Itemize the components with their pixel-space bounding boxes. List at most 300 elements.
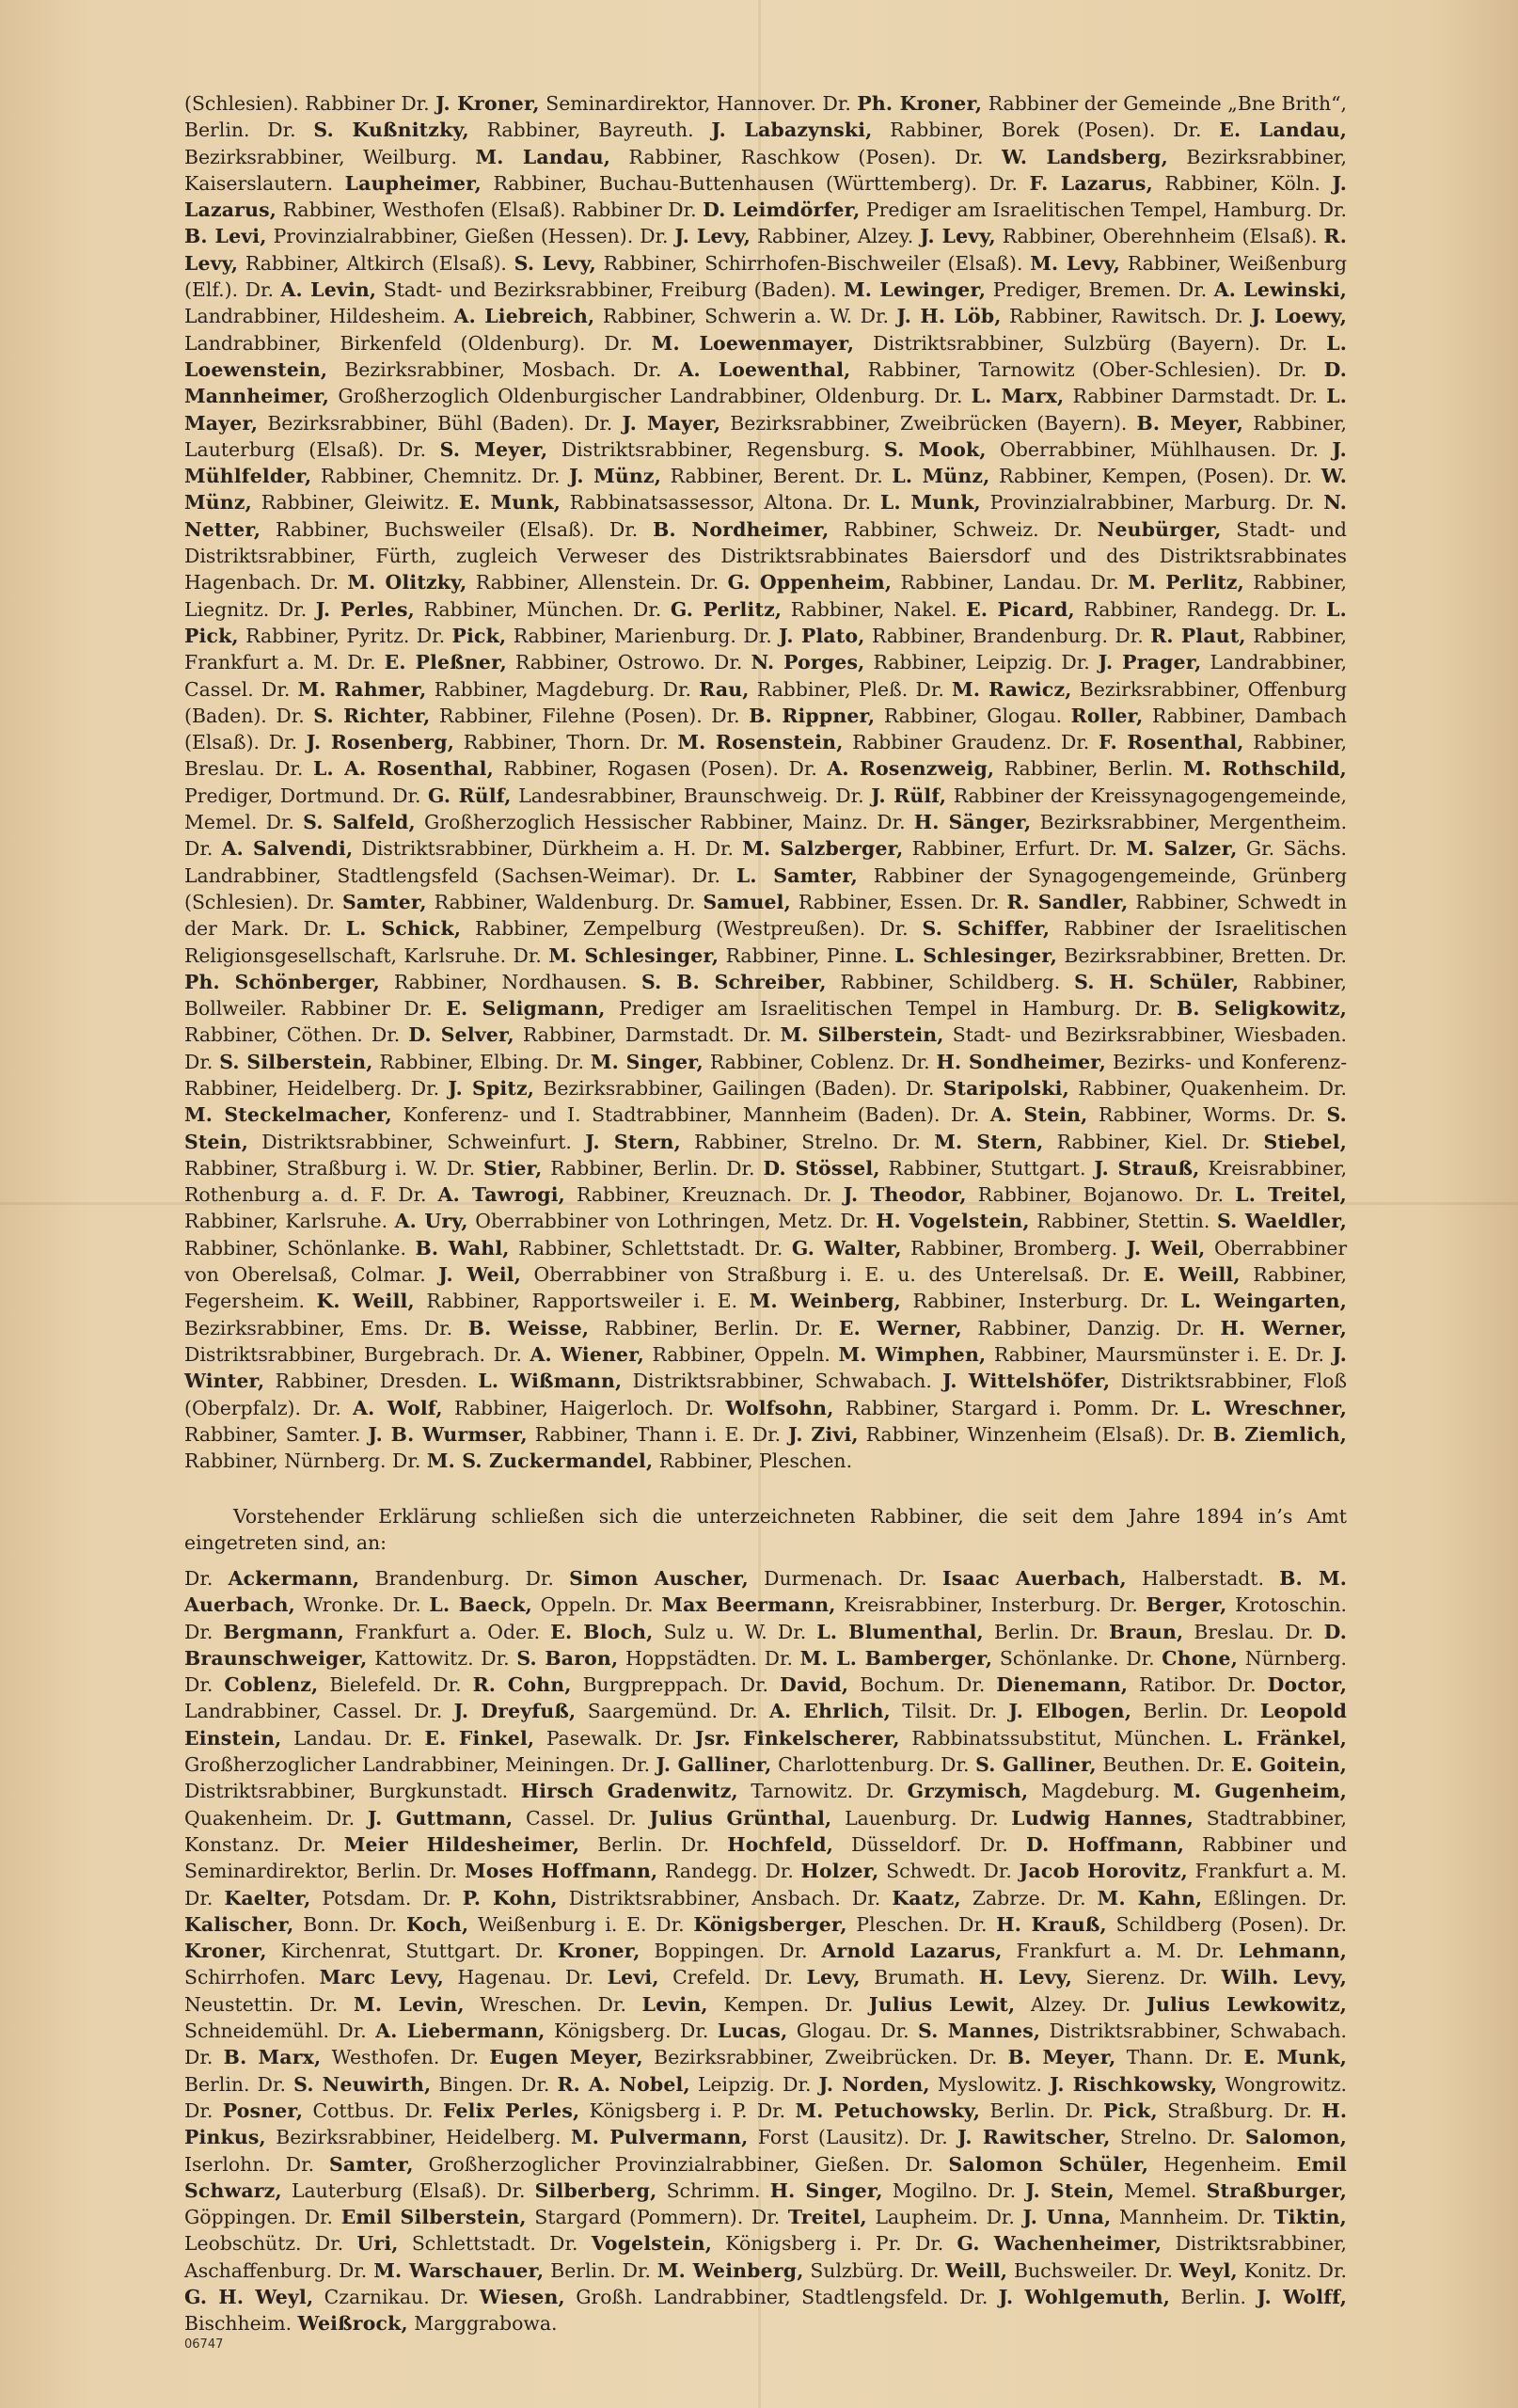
list-text: Dr.	[184, 1050, 213, 1073]
list-text: Schildberg (Posen).	[1115, 1912, 1310, 1936]
list-text: Dr.	[428, 1860, 458, 1883]
rabbi-name: Kaelter,	[224, 1886, 311, 1909]
list-text: Bezirksrabbiner, Ems.	[184, 1316, 409, 1339]
list-text: Seminardirektor, Hannover.	[546, 92, 816, 115]
list-text: Lauterburg (Elsaß).	[291, 2178, 487, 2202]
list-text: Dr.	[795, 1316, 824, 1339]
list-text: Distriktsrabbiner, Schwabach.	[632, 1370, 932, 1393]
rabbi-name: A. Tawrogi,	[437, 1183, 565, 1207]
rabbi-name: J. Rischkowsky,	[1050, 2072, 1218, 2096]
rabbi-name: D. Braunschweiger,	[184, 1620, 1348, 1670]
list-text: Rabbiner, Oppeln.	[652, 1342, 830, 1366]
list-text: Bezirksrabbiner, Zweibrücken.	[654, 2046, 958, 2069]
list-text: Wongrowitz.	[1225, 2072, 1347, 2096]
list-text: Rabbiner, Köln.	[1164, 171, 1320, 195]
list-text: Dr.	[497, 2178, 526, 2202]
rabbi-name: M. Rothschild,	[1183, 757, 1347, 781]
rabbi-name: David,	[780, 1673, 849, 1697]
list-text: Rabbiner, Kempen, (Posen).	[999, 465, 1275, 488]
rabbi-name: Julius Lewit,	[868, 1992, 1016, 2016]
rabbi-name: L. Loewenstein,	[184, 331, 1348, 381]
rabbi-name: D. Mannheimer,	[184, 357, 1348, 408]
list-text: Dr.	[440, 2286, 469, 2309]
list-text: Dr.	[306, 890, 336, 913]
list-text: Dr.	[1318, 1076, 1347, 1100]
list-text: Rabbiner, Stettin.	[1036, 1210, 1210, 1233]
list-text: Hagenau.	[457, 1966, 552, 1989]
rabbi-name: Samter,	[342, 890, 427, 913]
rabbi-name: G. Rülf,	[428, 784, 512, 807]
list-text: Dr.	[368, 1912, 398, 1936]
rabbi-name: M. Petuchowsky,	[795, 2099, 981, 2122]
list-text: Buchsweiler.	[1014, 2258, 1138, 2282]
list-text: Dr.	[1318, 943, 1348, 967]
list-text: Rabbiner, Schönlanke.	[184, 1236, 406, 1259]
rabbi-name: M. Pulvermann,	[570, 2126, 749, 2149]
list-text: Rabbiner, Weißenburg (Elf.).	[184, 251, 1348, 302]
list-text: Dr.	[751, 1422, 782, 1446]
list-text: Bingen.	[438, 2072, 514, 2096]
list-text: Dr.	[1283, 2099, 1313, 2122]
list-text: Dr.	[1289, 597, 1318, 621]
rabbi-name: J. Zivi,	[788, 1422, 859, 1446]
list-text: Dr.	[743, 624, 772, 647]
rabbi-name: H. Sondheimer,	[936, 1050, 1107, 1073]
list-text: Rabbiner, Insterburg.	[912, 1290, 1129, 1313]
list-text: Dr.	[338, 2020, 367, 2043]
rabbi-name: Ph. Kroner,	[857, 92, 983, 115]
list-text: Dr.	[756, 2099, 786, 2122]
list-text: Rabbiner, Worms.	[1098, 1103, 1277, 1127]
list-text: Dr.	[325, 1806, 356, 1830]
rabbi-name: R. A. Nobel,	[557, 2072, 690, 2096]
list-text: Distriktsrabbiner, Aschaffenburg.	[184, 2232, 1347, 2282]
list-text: Schönlanke.	[999, 1646, 1119, 1670]
rabbi-name: G. Wachenheimer,	[957, 2232, 1162, 2256]
list-text: Dr.	[1178, 278, 1208, 302]
rabbi-name: S. Meyer,	[439, 437, 548, 461]
rabbi-name: Vogelstein,	[591, 2232, 713, 2256]
list-text: Rabbiner, Strelno.	[694, 1130, 879, 1153]
list-text: Rabbiner, Pinne.	[725, 943, 888, 967]
list-text: Dr.	[764, 1966, 794, 1989]
rabbi-name: Levi,	[607, 1966, 659, 1989]
list-text: Dr.	[309, 1992, 339, 2016]
rabbi-name: Stiebel,	[1263, 1130, 1348, 1153]
list-text: Dr.	[1194, 1183, 1225, 1207]
list-text: Landrabbiner, Cassel.	[184, 651, 1348, 701]
list-text: Iserlohn.	[184, 2152, 271, 2176]
rabbi-name: J. Galliner,	[656, 1753, 772, 1777]
list-text: Rabbiner, Darmstadt.	[522, 1023, 735, 1047]
rabbi-name: Salomon,	[1245, 2126, 1347, 2149]
list-text: Dr.	[555, 1050, 585, 1073]
list-text: Prediger am Israelitischen Tempel in Hamburg.	[619, 997, 1121, 1021]
rabbi-name: Hochfeld,	[727, 1832, 834, 1856]
list-text: Schrimm.	[666, 2178, 761, 2202]
list-text: Rabbiner, Liegnitz.	[184, 571, 1348, 621]
list-text: Dr.	[656, 1912, 685, 1936]
list-text: Dr.	[941, 1753, 970, 1777]
list-text: Distriktsrabbiner, Burgebrach.	[184, 1342, 486, 1366]
list-text: Dr.	[951, 1103, 980, 1127]
list-text: Rabbiner und Seminardirektor, Berlin.	[184, 1832, 1348, 1883]
list-text: Bezirksrabbiner, Mosbach.	[344, 357, 616, 381]
list-text: Dr.	[1287, 1103, 1316, 1127]
list-text: Oberrabbiner von Lothringen, Metz.	[475, 1210, 833, 1233]
rabbi-name: E. Pleßner,	[384, 651, 507, 674]
list-text: Dr.	[685, 1396, 715, 1419]
list-text: Stadt- und Bezirksrabbiner, Wiesbaden.	[952, 1023, 1348, 1047]
list-text: Dr.	[1090, 571, 1119, 594]
list-text: Konitz.	[1243, 2258, 1312, 2282]
list-text: Bezirksrabbiner, Weilburg.	[184, 145, 457, 168]
list-text: Düsseldorf.	[851, 1832, 962, 1856]
list-text: Rabbiner, Schildberg.	[840, 970, 1061, 993]
rabbi-name: Stier,	[482, 1156, 543, 1180]
rabbi-name: R. Plaut,	[1150, 624, 1246, 647]
list-text: Saargemünd.	[587, 1700, 718, 1723]
list-text: Dr.	[915, 677, 944, 701]
rabbi-name: Marc Levy,	[319, 1966, 444, 1989]
rabbi-name: D. Stössel,	[763, 1156, 880, 1180]
list-text: Dr.	[788, 757, 817, 781]
list-text: Dr.	[625, 1593, 654, 1617]
list-text: Rabbiner, Cöthen.	[184, 1023, 363, 1047]
list-text: Dr.	[979, 1832, 1008, 1856]
list-text: Dr.	[285, 2152, 315, 2176]
list-text: Rabbiner, München.	[423, 597, 625, 621]
list-text: Dr.	[910, 2258, 940, 2282]
list-text: Dr.	[404, 2099, 434, 2122]
list-text: Prediger, Dortmund.	[184, 784, 386, 807]
list-text: Dr.	[955, 145, 984, 168]
list-text: Rabbiner Dr.	[300, 997, 433, 1021]
rabbi-name: Julius Lewkowitz,	[1146, 1992, 1348, 2016]
list-text: Dr.	[433, 1673, 462, 1697]
list-text: Frankfurt a. Oder.	[355, 1620, 541, 1643]
list-text: Dr.	[764, 1646, 793, 1670]
rabbi-name: R. Cohn,	[472, 1673, 572, 1697]
rabbi-name: J. Prager,	[1098, 651, 1202, 674]
list-text: Dr.	[779, 1940, 808, 1963]
list-text: Dr.	[680, 1832, 710, 1856]
rabbi-name: Jsr. Finkelscherer,	[694, 1726, 900, 1750]
list-text: Schirrhofen.	[184, 1966, 307, 1989]
list-text: Distriktsrabbiner, Burgkunstadt.	[184, 1780, 509, 1803]
rabbi-name: H. Krauß,	[996, 1912, 1107, 1936]
list-text: Dr.	[1318, 2258, 1347, 2282]
list-text: Rabbiner, Altkirch (Elsaß).	[245, 251, 507, 275]
rabbi-name: Levin,	[641, 1992, 708, 2016]
list-text: Rabbiner, Elbing.	[379, 1050, 549, 1073]
list-text: Rabbiner, Berent.	[670, 465, 846, 488]
rabbi-name: Lucas,	[717, 2020, 788, 2043]
rabbi-name: L. Weingarten,	[1180, 1290, 1347, 1313]
rabbi-name: Moses Hoffmann,	[464, 1860, 658, 1883]
list-text: Dr.	[803, 1183, 832, 1207]
list-text: Dr.	[184, 1886, 213, 1909]
list-text: Dr.	[277, 597, 308, 621]
list-text: Rabbiner, Glogau.	[883, 704, 1063, 727]
rabbi-name: Ludwig Hannes,	[1011, 1806, 1194, 1830]
list-text: Dr.	[423, 1316, 453, 1339]
list-text: Distriktsrabbiner, Floß (Oberpfalz).	[184, 1370, 1348, 1419]
rabbi-name: L. Mayer,	[184, 385, 1348, 435]
rabbi-name: B. Seligkowitz,	[1177, 997, 1347, 1021]
list-text: Dr.	[338, 2258, 368, 2282]
rabbi-name: E. Finkel,	[424, 1726, 535, 1750]
list-text: Dr.	[1318, 1886, 1348, 1909]
rabbi-name: J. Plato,	[779, 624, 865, 647]
rabbi-name: J. Wittelshöfer,	[942, 1370, 1111, 1393]
rabbi-name: S. Schiffer,	[922, 917, 1051, 941]
list-text: Dr.	[297, 1832, 326, 1856]
list-text: Rabbiner, Lauterburg (Elsaß).	[184, 411, 1348, 461]
rabbi-name: S. B. Schreiber,	[640, 970, 827, 993]
list-text: Großh. Landrabbiner, Stadtlengsfeld.	[576, 2286, 949, 2309]
rabbi-name: J. Perles,	[315, 597, 415, 621]
list-text: Dr.	[268, 731, 298, 754]
list-text: Rabbiner, Schirrhofen-Bischweiler (Elsaß).	[603, 251, 1023, 275]
list-text: Rabbiner, Stuttgart.	[888, 1156, 1086, 1180]
rabbi-name: J. Labazynski,	[711, 119, 873, 142]
list-text: Berlin.	[550, 2258, 616, 2282]
list-text: Rabbiner, Chemnitz.	[320, 465, 523, 488]
list-text: Rabbiner, Berlin.	[604, 1316, 780, 1339]
rabbi-name: Weyl,	[1178, 2258, 1238, 2282]
rabbi-name: L. Schick,	[345, 917, 462, 941]
list-text: Rabbiner der Israelitischen Religionsgesellschaft, Karlsruhe.	[184, 917, 1348, 967]
list-text: Dr.	[777, 1620, 807, 1643]
list-text: Dr.	[184, 1673, 213, 1697]
rabbi-name: Eugen Meyer,	[489, 2046, 643, 2069]
list-text: Laupheim.	[875, 2206, 978, 2229]
rabbi-name: S. Silberstein,	[219, 1050, 373, 1073]
rabbi-name: A. Ury,	[394, 1210, 468, 1233]
rabbi-name: L. Samter,	[735, 863, 858, 887]
rabbi-name: Jacob Horovitz,	[1019, 1860, 1188, 1883]
list-text: Provinzialrabbiner, Gießen (Hessen).	[273, 225, 634, 248]
list-text: Stargard (Pommern).	[534, 2206, 744, 2229]
rabbi-name: Wiesen,	[479, 2286, 565, 2309]
rabbi-name: J. B. Wurmser,	[368, 1422, 528, 1446]
rabbi-name: Emil Schwarz,	[184, 2152, 1347, 2202]
rabbi-name: Hirsch Gradenwitz,	[520, 1780, 738, 1803]
rabbi-name: L. Wißmann,	[478, 1370, 623, 1393]
list-text: Dr.	[184, 1620, 213, 1643]
list-text: Rabbiner Dr.	[572, 198, 697, 222]
list-text: Rabbiner, Schlettstadt.	[518, 1236, 746, 1259]
list-text: Rabbiner, Dambach (Elsaß).	[184, 704, 1347, 754]
list-text: Stadtrabbiner, Konstanz.	[184, 1806, 1348, 1856]
list-text: Kempen.	[723, 1992, 810, 2016]
list-text: Dr.	[958, 1912, 988, 1936]
list-text: Dr.	[919, 2126, 948, 2149]
list-text: Rabbiner, Rogasen (Posen).	[503, 757, 779, 781]
list-text: Cottbus.	[312, 2099, 395, 2122]
rabbi-name: A. Salvendi,	[221, 837, 354, 861]
rabbi-name: B. Meyer,	[1007, 2046, 1116, 2069]
rabbi-name: Weill,	[945, 2258, 1008, 2282]
list-text: Dr.	[564, 1966, 594, 1989]
list-text: Myslowitz.	[937, 2072, 1042, 2096]
list-text: Großherzoglich Hessischer Rabbiner, Mainz.	[424, 811, 869, 834]
rabbi-name: L. Treitel,	[1235, 1183, 1347, 1207]
rabbi-name: J. Stein,	[1025, 2178, 1115, 2202]
rabbi-name: H. Vogelstein,	[876, 1210, 1030, 1233]
list-text: Dr.	[667, 890, 696, 913]
rabbi-name: E. Goitein,	[1231, 1753, 1348, 1777]
list-text: Dr.	[604, 331, 633, 355]
list-text: Rabbiner, Kiel.	[1056, 1130, 1209, 1153]
rabbi-name: B. Meyer,	[1136, 411, 1244, 435]
list-text: Pasewalk.	[546, 1726, 643, 1750]
list-text: Dr.	[691, 863, 721, 887]
list-text: Cassel.	[526, 1806, 595, 1830]
list-text: Distriktsrabbiner, Dürkheim a. H.	[361, 837, 697, 861]
list-text: Rabbiner, Rapportsweiler i. E.	[426, 1290, 738, 1313]
list-text: Charlottenburg.	[778, 1753, 935, 1777]
rabbi-name: G. Walter,	[791, 1236, 902, 1259]
list-text: Dr.	[481, 1646, 510, 1670]
list-text: Distriktsrabbiner, Regensburg.	[561, 437, 871, 461]
list-text: Dr.	[513, 943, 542, 967]
list-text: Stadt- und Bezirksrabbiner, Freiburg (Baden).	[383, 278, 837, 302]
rabbi-name: E. Werner,	[838, 1316, 962, 1339]
rabbi-name: J. Mühlfelder,	[184, 437, 1347, 488]
list-text: Dr.	[303, 917, 332, 941]
rabbi-name: E. Munk,	[458, 491, 561, 515]
rabbi-name: Neubürger,	[1097, 517, 1222, 541]
rabbi-name: W. Münz,	[184, 465, 1348, 515]
rabbi-name: L. Marx,	[971, 385, 1065, 408]
list-text: Großherzoglich Oldenburgischer Landrabbiner, Oldenburg.	[338, 385, 925, 408]
rabbi-name: G. Oppenheim,	[727, 571, 893, 594]
list-text: Landau.	[293, 1726, 372, 1750]
list-text: Rabbiner, Bollweiler.	[184, 970, 1348, 1021]
list-text: Dr.	[860, 305, 889, 328]
list-text: Dr.	[880, 2020, 909, 2043]
list-text: Rabbiner, Erfurt.	[911, 837, 1081, 861]
document-code: 06747	[184, 2337, 224, 2352]
list-text: Dr.	[257, 2072, 286, 2096]
list-text: Dr.	[1227, 1673, 1257, 1697]
preamble-paragraph: Vorstehender Erklärung schließen sich die unterzeichneten Rabbiner, die seit dem Jahre 1894 in’s Amt eingetreten sind, an:	[184, 1505, 1347, 1555]
list-text: Dr.	[1318, 1912, 1348, 1936]
list-text: Wronke.	[303, 1593, 385, 1617]
list-text: Dr.	[1061, 651, 1090, 674]
list-text: Hoppstädten.	[625, 1646, 757, 1670]
list-text: Dr.	[987, 2178, 1017, 2202]
list-text: Dr.	[1204, 2046, 1234, 2069]
list-text: Dr.	[632, 597, 662, 621]
rabbi-name: M. Landau,	[475, 145, 611, 168]
list-text: Quakenheim.	[184, 1806, 314, 1830]
rabbi-name: Kroner,	[184, 1940, 267, 1963]
list-text: Dr.	[416, 624, 446, 647]
rabbi-name: Coblenz,	[224, 1673, 319, 1697]
rabbi-name: L. Münz,	[892, 465, 990, 488]
list-text: Berlin.	[989, 2099, 1055, 2122]
rabbi-name: Kroner,	[557, 1940, 640, 1963]
list-text: Czarnikau.	[324, 2286, 430, 2309]
rabbi-name: Levy,	[806, 1966, 861, 1989]
list-text: Dr.	[877, 811, 906, 834]
list-text: Dr.	[988, 171, 1018, 195]
list-text: Dr.	[662, 677, 691, 701]
list-text: Dr.	[184, 837, 213, 861]
list-text: Dr.	[398, 1183, 427, 1207]
rabbi-name: M. Levin,	[354, 1992, 465, 2016]
rabbi-name: Dienemann,	[996, 1673, 1129, 1697]
list-text: Dr.	[640, 731, 669, 754]
list-text: Dr.	[783, 2072, 812, 2096]
list-text: Dr.	[970, 1806, 999, 1830]
rabbi-name: D. Hoffmann,	[1025, 1832, 1185, 1856]
rabbi-name: Wolfsohn,	[725, 1396, 834, 1419]
list-text: Dr.	[1289, 385, 1318, 408]
list-text: Dr.	[1278, 357, 1307, 381]
list-text: Dr.	[986, 2206, 1015, 2229]
list-text: Randegg.	[664, 1860, 758, 1883]
rabbi-name: R. Sandler,	[1006, 890, 1129, 913]
list-text: Rabbiner, Gleiwitz.	[261, 491, 451, 515]
list-text: Rabbiner Graudenz.	[852, 731, 1052, 754]
rabbi-name: Bergmann,	[223, 1620, 345, 1643]
list-text: Landesrabbiner, Braunschweig.	[518, 784, 829, 807]
list-text: Rabbinatsassessor, Altona.	[569, 491, 833, 515]
list-text: Gr. Sächs. Landrabbiner, Stadtlengsfeld (Sachsen-Weimar).	[184, 837, 1347, 887]
list-text: Rabbiner, Buchsweiler (Elsaß).	[276, 517, 595, 541]
list-text: Potsdam.	[322, 1886, 412, 1909]
list-text: Dr.	[1150, 1396, 1179, 1419]
rabbi-name: H. Singer,	[769, 2178, 883, 2202]
rabbi-name: H. Sänger,	[913, 811, 1032, 834]
rabbi-name: Ackermann,	[228, 1567, 360, 1590]
rabbi-name: Leopold Einstein,	[184, 1700, 1348, 1750]
list-text: Dr.	[261, 677, 291, 701]
list-text: Dr.	[898, 1567, 927, 1590]
list-text: Dr.	[854, 465, 883, 488]
list-text: Dr.	[371, 1023, 401, 1047]
list-text: Beuthen.	[1102, 1753, 1191, 1777]
list-text: Landrabbiner, Hildesheim.	[184, 305, 447, 328]
list-text: Rabbiner, Borek (Posen).	[890, 119, 1156, 142]
list-text: Rabbinatssubstitut, München.	[911, 1726, 1211, 1750]
rabbi-name: A. Ehrlich,	[768, 1700, 891, 1723]
list-text: Rabbiner der Gemeinde „Bne Brith“, Berlin.	[184, 92, 1348, 142]
list-text: Dr.	[525, 1567, 554, 1590]
rabbi-name: J. Winter,	[184, 1342, 1348, 1393]
rabbi-name: A. Loewenthal,	[678, 357, 851, 381]
list-text: Rabbiner, Winzenheim (Elsaß).	[865, 1422, 1170, 1446]
rabbi-name: B. Nordheimer,	[653, 517, 830, 541]
rabbi-name: M. Olitzky,	[347, 571, 467, 594]
list-text: Dr.	[729, 1700, 758, 1723]
rabbi-name: J. Strauß,	[1094, 1156, 1200, 1180]
list-text: Dr.	[609, 517, 639, 541]
list-text: Göppingen.	[184, 2206, 297, 2229]
list-text: Boppingen.	[654, 1940, 766, 1963]
rabbi-name: L. Fränkel,	[1223, 1726, 1348, 1750]
rabbi-name: S. Kußnitzky,	[313, 119, 469, 142]
list-text: Dr.	[446, 1156, 476, 1180]
rabbi-name: A. Stein,	[989, 1103, 1088, 1127]
list-text: Dr.	[1178, 1966, 1209, 1989]
list-text: Distriktsrabbiner, Schwabach.	[1049, 2020, 1347, 2043]
list-text: Rabbiner, Marienburg.	[513, 624, 736, 647]
